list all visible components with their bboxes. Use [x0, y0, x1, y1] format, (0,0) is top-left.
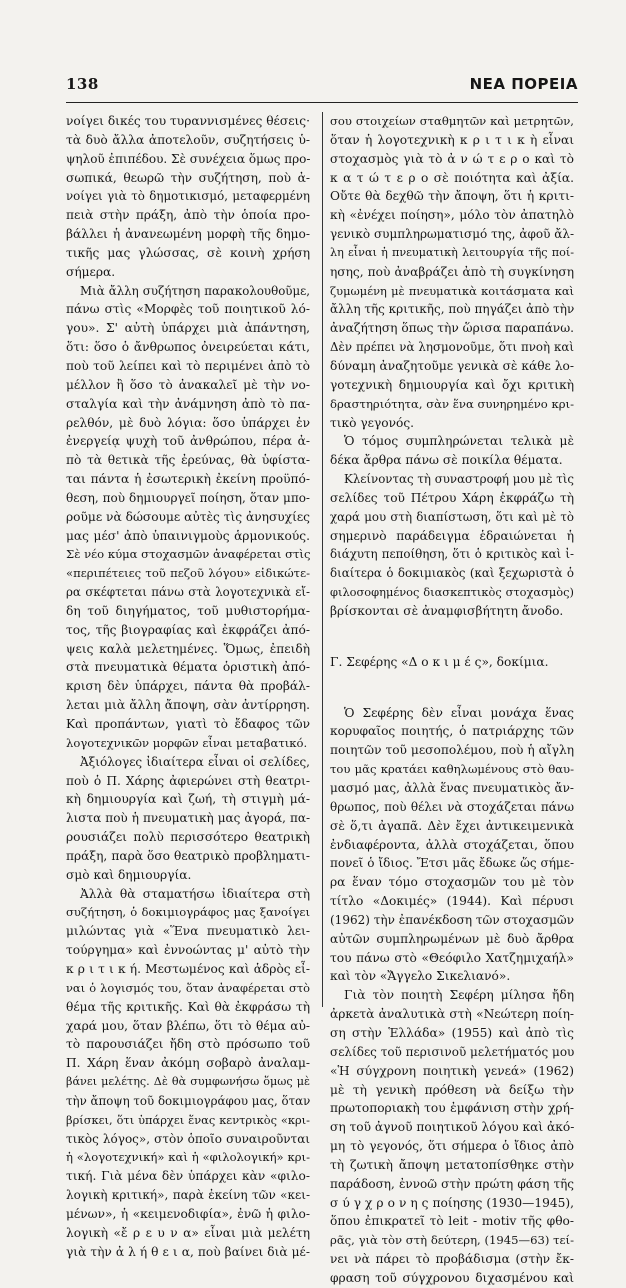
text-line: ἡ «λογοτεχνική» καὶ ἡ «φιλολογική» κρι- — [66, 1150, 310, 1165]
page-number: 138 — [66, 75, 99, 93]
text-line: ρα σκέφτεται πάνω στὰ λογοτεχνικὰ εἴ- — [66, 585, 310, 600]
text-line: λογοτεχνικῶν μορφῶν εἶναι μεταβατικό. — [66, 735, 308, 750]
text-line: δέκα ἄρθρα πάνω σὲ ποικίλα θέματα. — [330, 453, 563, 468]
text-line: σ ύ γ χ ρ ο ν η ς ποίησης (1930—1945), — [330, 1195, 574, 1210]
text-line: ἄλλη τῆς κριτικῆς, ποὺ πηγάζει ἀπὸ τὴν — [330, 302, 574, 317]
column-divider — [322, 112, 323, 1007]
text-line: Κλείνοντας τὴ συναστροφή μου μὲ τὶς — [344, 472, 574, 487]
text-line: βάνει μελέτης. Δὲ θὰ συμφωνήσω ὅμως μὲ — [66, 1075, 310, 1089]
paragraph-gap — [330, 621, 574, 653]
text-line: ση στὴν Ἑλλάδα» (1955) καὶ ἀπὸ τὶς — [330, 1025, 574, 1040]
text-line: τούργημα» καὶ ἐννοώντας μ' αὐτὸ τὴν — [66, 943, 310, 958]
text-line: ναι ὁ λογισμός του, ὅταν ἀναφέρεται στὸ — [66, 980, 310, 995]
text-line: διάχυτη πεποίθηση, ὅτι ὁ κριτικὸς καὶ ἰ- — [330, 547, 574, 562]
header-rule — [66, 102, 578, 103]
text-line: ρᾶς, γιὰ τὸν στὴ δεύτερη, (1945—63) τεί- — [330, 1233, 574, 1248]
text-line: Γιὰ τὸν ποιητὴ Σεφέρη μίλησα ἤδη — [344, 988, 574, 1003]
text-line: χαρά μου στὴ διαπίστωση, ὅτι καὶ μὲ τὸ — [330, 509, 574, 524]
text-line: Ὁ τόμος συμπληρώνεται τελικὰ μὲ — [344, 434, 574, 449]
text-line: βρίσκει, ὅτι ὑπάρχει ἕνας κεντρικὸς «κρι- — [66, 1112, 310, 1127]
text-line: στὰ πνευματικὰ θέματα ὁριστικὴ ἀπό- — [66, 660, 310, 675]
text-line: βάλλει ἡ ἀνανεωμένη μορφὴ τῆς δημο- — [66, 227, 310, 242]
paragraph-gap — [330, 672, 574, 704]
text-line: λη εἶναι ἡ πνευματικὴ λειτουργία τῆς ποί- — [330, 245, 574, 259]
right-column — [330, 112, 574, 1288]
text-line: ποὺ ὁ Π. Χάρης ἀφιερώνει στὴ θεατρι- — [66, 773, 310, 788]
text-line: λιστα ποὺ ἡ πνευματικὴ μας ἀγορά, πα- — [66, 811, 310, 826]
text-line: κορυφαῖος ποιητής, ὁ πατριάρχης τῶν — [330, 724, 574, 739]
text-line: αὐτῶν συμπληρωμένων μὲ δυὸ ἄρθρα — [330, 931, 574, 946]
text-line: ποιητῶν τοῦ μεσοπολέμου, ποὺ ἡ αἴγλη — [330, 743, 574, 758]
text-line: νει νὰ πάρει τὸ προβάδισμα (στὴν ἔκ- — [330, 1252, 574, 1267]
text-line: μιλώντας γιὰ «Ἕνα πνευματικὸ λει- — [66, 924, 310, 939]
text-line: φιλοσοφημένος διασκεπτικὸς στοχασμὸς) — [330, 585, 574, 600]
text-line: ὅπου ἐπικρατεῖ τὸ leit - motiv τῆς φθο- — [330, 1214, 574, 1229]
text-line: μέλλον ἢ ὅσο τὸ ἀνακαλεῖ μὲ τὴν νο- — [66, 377, 310, 392]
text-line: διαίτερα ὁ δοκιμιακὸς (καὶ ξεχωριστὰ ὁ — [330, 566, 574, 581]
text-line: δραστηριότητα, σὰν ἕνα συνηρημένο κρι- — [330, 396, 574, 411]
text-line: ποὺ τοῦ λείπει καὶ τὸ περιμένει ἀπὸ τὸ — [66, 358, 310, 373]
text-line: μὲ τὴ γενικὴ πρόθεση νὰ δείξω τὴν — [330, 1082, 574, 1097]
text-line: τος, τῆς βιογραφίας καὶ ἐκφράζει ἀπό- — [66, 622, 310, 637]
text-line: δη τοῦ διηγήματος, τοῦ μυθιστορήμα- — [66, 603, 310, 618]
text-line: γενικὸ συμπληρωματισμό της, ἀφοῦ ἄλ- — [330, 227, 574, 242]
text-line: γου». Σ' αὐτὴ ὑπάρχει μιὰ ἀπάντηση, — [66, 321, 310, 336]
text-line: Μιὰ ἄλλη συζήτηση παρακολουθοῦμε, — [80, 283, 310, 298]
text-line: ψεις καλὰ μελετημένες. Ὅμως, ἐπειδὴ — [66, 641, 310, 656]
text-line: σου στοιχείων σταθμητῶν καὶ μετρητῶν, — [330, 114, 574, 128]
text-line: Οὔτε θὰ δεχθῶ τὴν ἄποψη, ὅτι ἡ κριτι- — [330, 189, 574, 204]
text-line: τικῆς μας γλώσσας, σὲ κοινὴ χρήση — [66, 245, 310, 260]
text-line: Ὁ Σεφέρης δὲν εἶναι μονάχα ἕνας — [344, 705, 574, 720]
text-line: «περιπέτειες τοῦ πεζοῦ λόγου» εἰδικώτε- — [66, 566, 310, 581]
text-line: τὴν ἄποψη τοῦ δοκιμιογράφου μας, ὅταν — [66, 1093, 310, 1108]
text-line: του πάνω στὸ «Θεόφιλο Χατζημιχαήλ» — [330, 950, 574, 965]
text-line: μας μέσ' ἀπὸ ὑπαινιγμοὺς ἁρμονικούς. — [66, 528, 310, 543]
text-line: ἀναζήτηση ὅπως τὴν ὥρισα παραπάνω. — [330, 321, 574, 336]
text-line: Καὶ προπάντων, γιατὶ τὸ ἔδαφος τῶν — [66, 717, 310, 731]
text-line: τὰ δυὸ ἄλλα ἀποτελοῦν, συζητήσεις ὑ- — [66, 132, 310, 147]
text-line: ἐνδιαφέροντα, ἀλλὰ στοχάζεται, ὅπου — [330, 837, 574, 852]
text-line: ψηλοῦ ἐπιπέδου. Σὲ συνέχεια ὅμως προ- — [66, 151, 310, 166]
text-line: παράδοση, ἐννοῶ στὴν πρώτη φάση τῆς — [330, 1176, 574, 1191]
text-line: καὶ τὸν «Ἄγγελο Σικελιανό». — [330, 969, 511, 984]
text-line: μη τὸ γεγονός, ὅτι σήμερα ὁ ἴδιος ἀπὸ — [330, 1139, 574, 1154]
text-line: ρελθόν, μὲ δυὸ λόγια: ὅσο ὑπάρχει ἐν — [66, 415, 310, 430]
text-line: μένων», ἡ «κειμενοδιφία», ἐνῶ ἡ φιλο- — [66, 1206, 310, 1221]
text-line: ρα ἕναν τόμο στοχασμῶν του μὲ τὸν — [330, 875, 574, 890]
text-line: (1962) τὴν ἐπανέκδοση τῶν στοχασμῶν — [330, 912, 574, 927]
text-line: θέμα τῆς κριτικῆς. Καὶ θὰ ἐκφράσω τὴ — [66, 999, 310, 1014]
text-line: του μᾶς κρατάει καθηλωμένους στὸ θαυ- — [330, 762, 574, 777]
text-line: ησης, ποὺ ἀναβράζει ἀπὸ τὴ συγκίνηση — [330, 264, 574, 279]
text-line: πὸ τὰ θετικὰ τῆς ἐρεύνας, θὰ ὑφίστα- — [66, 453, 310, 468]
text-line: κριση δὲν ὑπάρχει, πάντα θὰ προβάλ- — [66, 679, 310, 694]
text-line: τίτλο «Δοκιμές» (1944). Καὶ πέρυσι — [330, 894, 574, 909]
text-line: δύναμη ἀναζητοῦμε γενικὰ σὲ κάθε λο- — [330, 358, 574, 373]
text-line: γοτεχνικὴ δημιουργία καὶ ὄχι κριτικὴ — [330, 377, 574, 392]
text-line: τικὸς λόγος», στὸν ὁποῖο συναιροῦνται — [66, 1131, 310, 1146]
text-line: πάνω στὶς «Μορφὲς τοῦ ποιητικοῦ λό- — [66, 302, 310, 317]
text-line: ροῦμε νὰ δώσουμε αὐτὲς τὶς ἀνησυχίες — [66, 509, 310, 524]
text-line: ἀρκετὰ ἀναλυτικὰ στὴ «Νεώτερη ποίη- — [330, 1007, 574, 1022]
text-line: Π. Χάρη ἕναν ἀκόμη σοβαρὸ ἀναλαμ- — [66, 1056, 310, 1071]
text-line: Ἀξιόλογες ἰδιαίτερα εἶναι οἱ σελίδες, — [80, 754, 310, 769]
text-line: ρουσιάζει πολὺ περισσότερο θεατρικὴ — [66, 830, 310, 845]
text-line: Δὲν πρέπει νὰ λησμονοῦμε, ὅτι πνοὴ καὶ — [330, 340, 574, 355]
text-line: ὅτι: ὅσο ὁ ἄνθρωπος ὀνειρεύεται κάτι, — [66, 340, 310, 355]
text-line: λεται μιὰ ἄλλη ἄποψη, σὰν ἀντίρρηση. — [66, 698, 310, 713]
text-line: κὴ «ἐνέχει ποίηση», μόλο τὸν ἀπατηλὸ — [330, 208, 574, 223]
text-line: σελίδες τοῦ περισινοῦ μελετήματός μου — [330, 1044, 574, 1059]
text-line: χαρά μου, ὅταν βλέπω, ὅτι τὸ θέμα αὐ- — [66, 1018, 310, 1033]
text-line: τὴ ζωτικὴ ἄποψη μετατοπίσθηκε στὴν — [330, 1157, 574, 1172]
text-line: ἐνεργείᾳ ψυχὴ τοῦ ἀνθρώπου, πέρα ἀ- — [66, 434, 310, 449]
text-line: πρωτοποριακὴ του ἐμφάνιση στὴν χρή- — [330, 1101, 574, 1116]
text-line: νοίγει δικές του τυραννισμένες θέσεις· — [66, 114, 310, 128]
text-line: θρωπος, ποὺ θέλει νὰ στοχάζεται πάνω — [330, 799, 574, 814]
text-line: σήμερα. — [66, 264, 116, 279]
text-line: συζήτηση, ὁ δοκιμιογράφος μας ξανοίγει — [66, 905, 310, 920]
text-line: στοχασμὸς γιὰ τὸ ἀ ν ώ τ ε ρ ο καὶ τὸ — [330, 151, 574, 166]
text-line: θεση, ποὺ δημιουργεῖ ποίηση, ὅταν μπο- — [66, 490, 310, 505]
text-line: Σὲ νέο κύμα στοχασμῶν ἀναφέρεται στὶς — [66, 547, 310, 562]
text-line: μασμό μας, ἀλλὰ ἕνας πνευματικὸς ἄν- — [330, 781, 574, 795]
text-line: σημερινὸ παράδειγμα ἑδραιώνεται ἡ — [330, 528, 574, 543]
text-line: σταλγία καὶ τὴν ἀνάμνηση ἀπὸ τὸ πα- — [66, 396, 310, 411]
left-column — [66, 112, 310, 1261]
text-line: ζυμωμένη μὲ πνευματικὰ κοιτάσματα καὶ — [330, 283, 574, 298]
text-line: τική. Γιὰ μένα δὲν ὑπάρχει κὰν «φιλο- — [66, 1169, 310, 1184]
text-line: βρίσκονται σὲ ἀναμφισβήτητη ἄνοδο. — [330, 603, 564, 618]
text-line: πονεῖ ὁ ἴδιος. Ἔτσι μᾶς ἔδωκε ὥς σήμε- — [330, 856, 574, 871]
text-line: λογικὴ κριτική», παρὰ ἐκείνη τῶν «κει- — [66, 1188, 310, 1203]
text-line: τικὸ γεγονός. — [330, 415, 415, 430]
text-line: ση τοῦ ἀγνοῦ ποιητικοῦ λόγου καὶ ἀκό- — [330, 1120, 574, 1135]
text-line: πράξη, παρὰ ὅσο θεατρικὸ προβληματι- — [66, 848, 310, 863]
text-line: φραση τοῦ σύγχρονου διχασμένου καὶ — [330, 1270, 574, 1285]
text-line: λογικὴ «ἔ ρ ε υ ν α» εἶναι μιὰ μελέτη — [66, 1225, 310, 1240]
text-line: τὸ παρουσιάζει ἤδη στὸ πρόσωπο τοῦ — [66, 1037, 310, 1052]
text-line: γιὰ τὴν ἀ λ ή θ ε ι α, ποὺ βαίνει διὰ μέ- — [66, 1244, 310, 1259]
page-header — [66, 75, 578, 97]
journal-title: ΝΕΑ ΠΟΡΕΙΑ — [469, 75, 578, 93]
text-line: πειὰ στὴν πράξη, ἀπὸ τὴν ὁποία προ- — [66, 208, 310, 223]
text-line: Ἀλλὰ θὰ σταματήσω ἰδιαίτερα στὴ — [80, 886, 310, 901]
text-line: σελίδες τοῦ Πέτρου Χάρη ἐκφράζω τὴ — [330, 490, 574, 505]
text-line: σμὸ καὶ δημιουργία. — [66, 867, 192, 882]
text-line: ὅταν ἡ λογοτεχνικὴ κ ρ ι τ ι κ ὴ εἶναι — [330, 132, 574, 147]
text-line: κ α τ ώ τ ε ρ ο σὲ ποιότητα καὶ ἀξία. — [330, 170, 574, 185]
text-line: κ ρ ι τ ι κ ή. Μεστωμένος καὶ ἁδρὸς εἶ- — [66, 961, 310, 976]
text-line: σὲ ὅ,τι ἀγαπᾶ. Δὲν ἔχει ἀντικειμενικὰ — [330, 818, 574, 833]
text-line: «Ἡ σύγχρονη ποιητικὴ γενεά» (1962) — [330, 1063, 574, 1078]
text-line: νοίγει γιὰ τὸ δημοτικισμό, μεταφερμένη — [66, 189, 310, 204]
text-line: κὴ δημιουργία καὶ ζωή, τὴ στιγμὴ μά- — [66, 792, 310, 807]
review-heading: Γ. Σεφέρης «Δ ο κ ι μ έ ς», δοκίμια. — [330, 654, 549, 669]
text-line: σωπικά, θεωρῶ τὴν συζήτηση, ποὺ ἀ- — [66, 170, 310, 185]
text-line: ται πάντα ἡ ἐσωτερικὴ ἐκείνη προϋπό- — [66, 472, 310, 487]
